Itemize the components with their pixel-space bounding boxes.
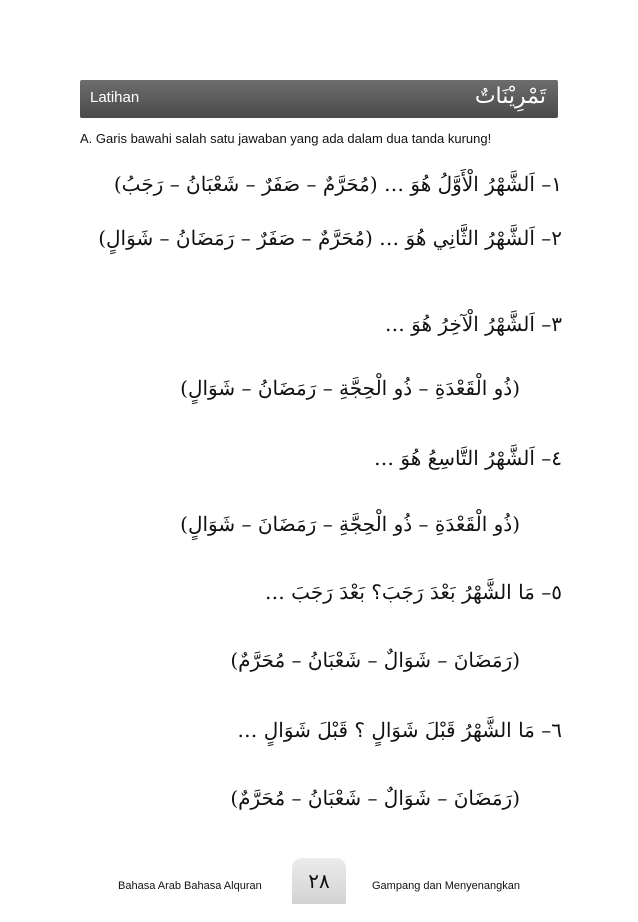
exercise-4-options: (ذُو الْقَعْدَةِ – ذُو الْحِجَّةِ – رَمَضَانَ – شَوَالٍ) bbox=[180, 512, 520, 536]
exercise-4: ٤– اَلشَّهْرُ التَّاسِعُ هُوَ … bbox=[374, 446, 562, 470]
footer-tagline: Gampang dan Menyenangkan bbox=[372, 880, 520, 892]
section-title-arabic: تَمْرِيْنَاتٌ bbox=[474, 84, 546, 109]
exercise-6-options: (رَمَضَانَ – شَوَالٌ – شَعْبَانُ – مُحَرَّمٌ) bbox=[230, 786, 520, 810]
exercise-6: ٦– مَا الشَّهْرُ قَبْلَ شَوَالٍ ؟ قَبْلَ شَوَالٍ … bbox=[237, 718, 562, 742]
exercise-5: ٥– مَا الشَّهْرُ بَعْدَ رَجَبَ؟ بَعْدَ رَجَبَ … bbox=[264, 580, 562, 604]
page-number-badge: ٢٨ bbox=[292, 858, 346, 904]
exercise-3: ٣– اَلشَّهْرُ الْآخِرُ هُوَ … bbox=[384, 312, 562, 336]
section-title-latin: Latihan bbox=[90, 89, 140, 106]
exercise-3-options: (ذُو الْقَعْدَةِ – ذُو الْحِجَّةِ – رَمَضَانُ – شَوَالٍ) bbox=[180, 376, 520, 400]
footer-book-title: Bahasa Arab Bahasa Alquran bbox=[118, 880, 262, 892]
exercise-2: ٢– اَلشَّهْرُ الثَّانِي هُوَ … (مُحَرَّمٌ – صَفَرٌ – رَمَضَانُ – شَوَالٍ) bbox=[98, 226, 562, 250]
exercise-5-options: (رَمَضَانَ – شَوَالٌ – شَعْبَانُ – مُحَرَّمٌ) bbox=[230, 648, 520, 672]
exercise-1: ١– اَلشَّهْرُ الْأَوَّلُ هُوَ … (مُحَرَّمٌ – صَفَرٌ – شَعْبَانُ – رَجَبُ) bbox=[113, 172, 562, 196]
section-header-bar bbox=[80, 80, 558, 118]
instruction-text: A. Garis bawahi salah satu jawaban yang ada dalam dua tanda kurung! bbox=[80, 131, 492, 146]
